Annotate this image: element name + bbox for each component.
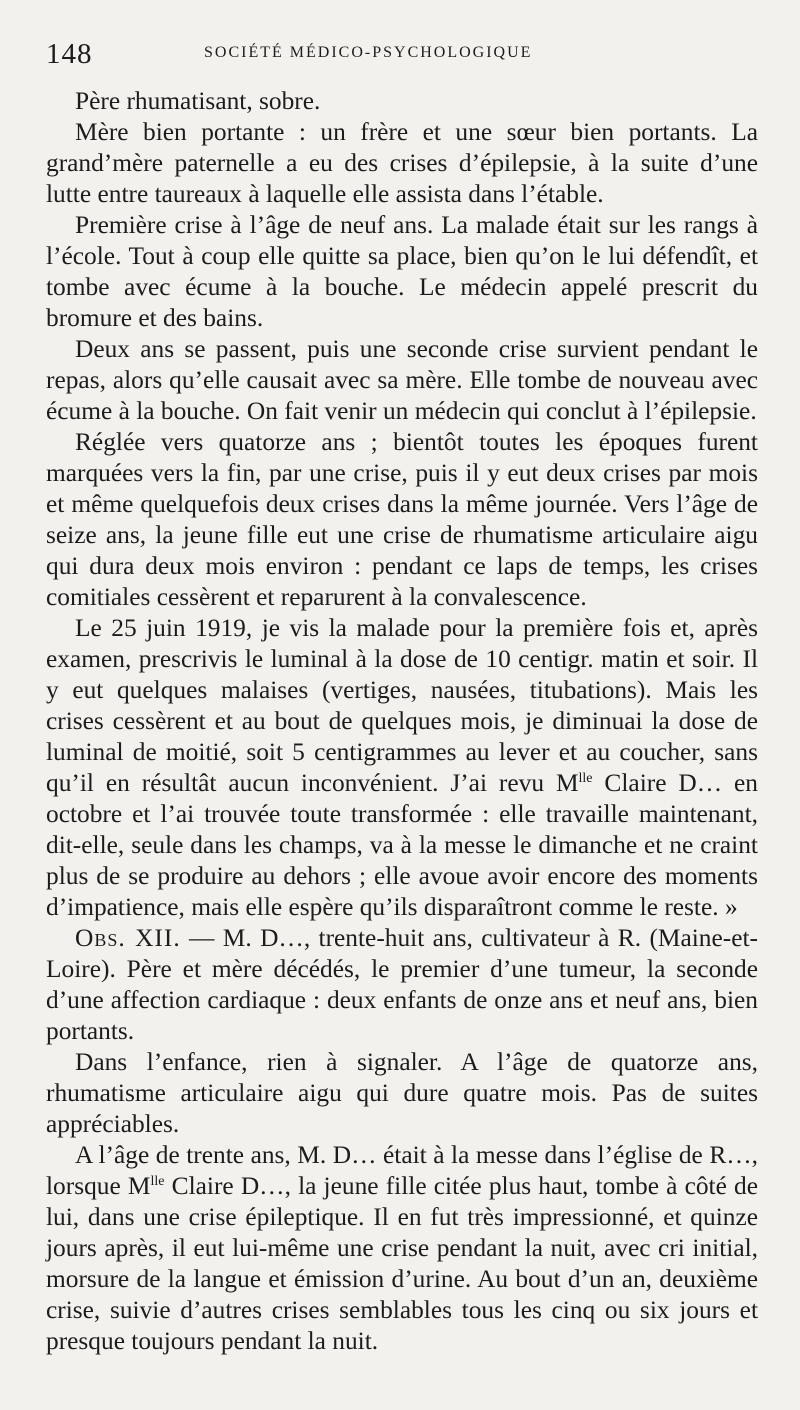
superscript: lle (578, 771, 593, 786)
page-header (46, 30, 760, 86)
paragraph: Mère bien portante : un frère et une sœur bien portants. La grand’mère paternelle a eu des crises d’épilepsie, à la suite d’une lutte entre taureaux à laquelle elle assista dans l’étable. (46, 118, 758, 208)
paragraph-text: A l’âge de trente ans, M. D… était à la messe dans l’église de R…, lorsque M (46, 1141, 758, 1200)
paragraph: Dans l’enfance, rien à signaler. A l’âge de quatorze ans, rhumatisme articulaire aigu qui dure quatre mois. Pas de suites appréciables. (46, 1048, 758, 1138)
superscript: lle (150, 1174, 165, 1189)
paragraph: Père rhumatisant, sobre. (75, 87, 321, 115)
running-head: SOCIÉTÉ MÉDICO-PSYCHOLOGIQUE (204, 44, 533, 61)
paragraph-text: Claire D… en octobre et l’ai trouvée toute transformée : elle travaille maintenant, dit-elle, seule dans les champs, va à la messe le dimanche et ne craint plus de se produire au dehors ; elle avoue avoir encore des moments d’impatience, mais elle espère qu’ils disparaîtront comme le reste. » (46, 769, 758, 921)
page-number: 148 (46, 38, 93, 70)
paragraph (46, 613, 758, 923)
paragraph (46, 923, 758, 1047)
paragraph-text: — M. D…, trente-huit ans, cultivateur à R. (Maine-et-Loire). Père et mère décédés, le premier d’une tumeur, la seconde d’une affection cardiaque : deux enfants de onze ans et neuf ans, bien portants. (46, 924, 758, 1045)
paragraph: Première crise à l’âge de neuf ans. La malade était sur les rangs à l’école. Tout à coup elle quitte sa place, bien qu’on le lui défendît, et tombe avec écume à la bouche. Le médecin appelé prescrit du bromure et des bains. (46, 211, 758, 332)
paragraph (46, 1140, 758, 1357)
body-text (46, 86, 758, 1357)
paragraph: Deux ans se passent, puis une seconde crise survient pendant le repas, alors qu’elle causait avec sa mère. Elle tombe de nouveau avec écume à la bouche. On fait venir un médecin qui conclut à l’épilepsie. (46, 335, 758, 425)
paragraph-text: Le 25 juin 1919, je vis la malade pour la première fois et, après examen, prescrivis le luminal à la dose de 10 centigr. matin et soir. Il y eut quelques malaises (vertiges, nausées, titubations). Mais les crises cessèrent et au bout de quelques mois, je diminuai la dose de luminal de moitié, soit 5 centigrammes au lever et au coucher, sans qu’il en résultât aucun inconvénient. J’ai revu M (46, 614, 758, 797)
observation-label: Obs. XII. (75, 924, 181, 952)
paragraph: Réglée vers quatorze ans ; bientôt toutes les époques furent marquées vers la fin, par une crise, puis il y eut deux crises par mois et même quelquefois deux crises dans la même journée. Vers l’âge de seize ans, la jeune fille eut une crise de rhumatisme articulaire aigu qui dura deux mois environ : pendant ce laps de temps, les crises comitiales cessèrent et reparurent à la convalescence. (46, 428, 758, 611)
paragraph-text: Claire D…, la jeune fille citée plus haut, tombe à côté de lui, dans une crise épileptique. Il en fut très impressionné, et quinze jours après, il eut lui-même une crise pendant la nuit, avec cri initial, morsure de la langue et émission d’urine. Au bout d’un an, deuxième crise, suivie d’autres crises semblables tous les cinq ou six jours et presque toujours pendant la nuit. (46, 1172, 758, 1355)
